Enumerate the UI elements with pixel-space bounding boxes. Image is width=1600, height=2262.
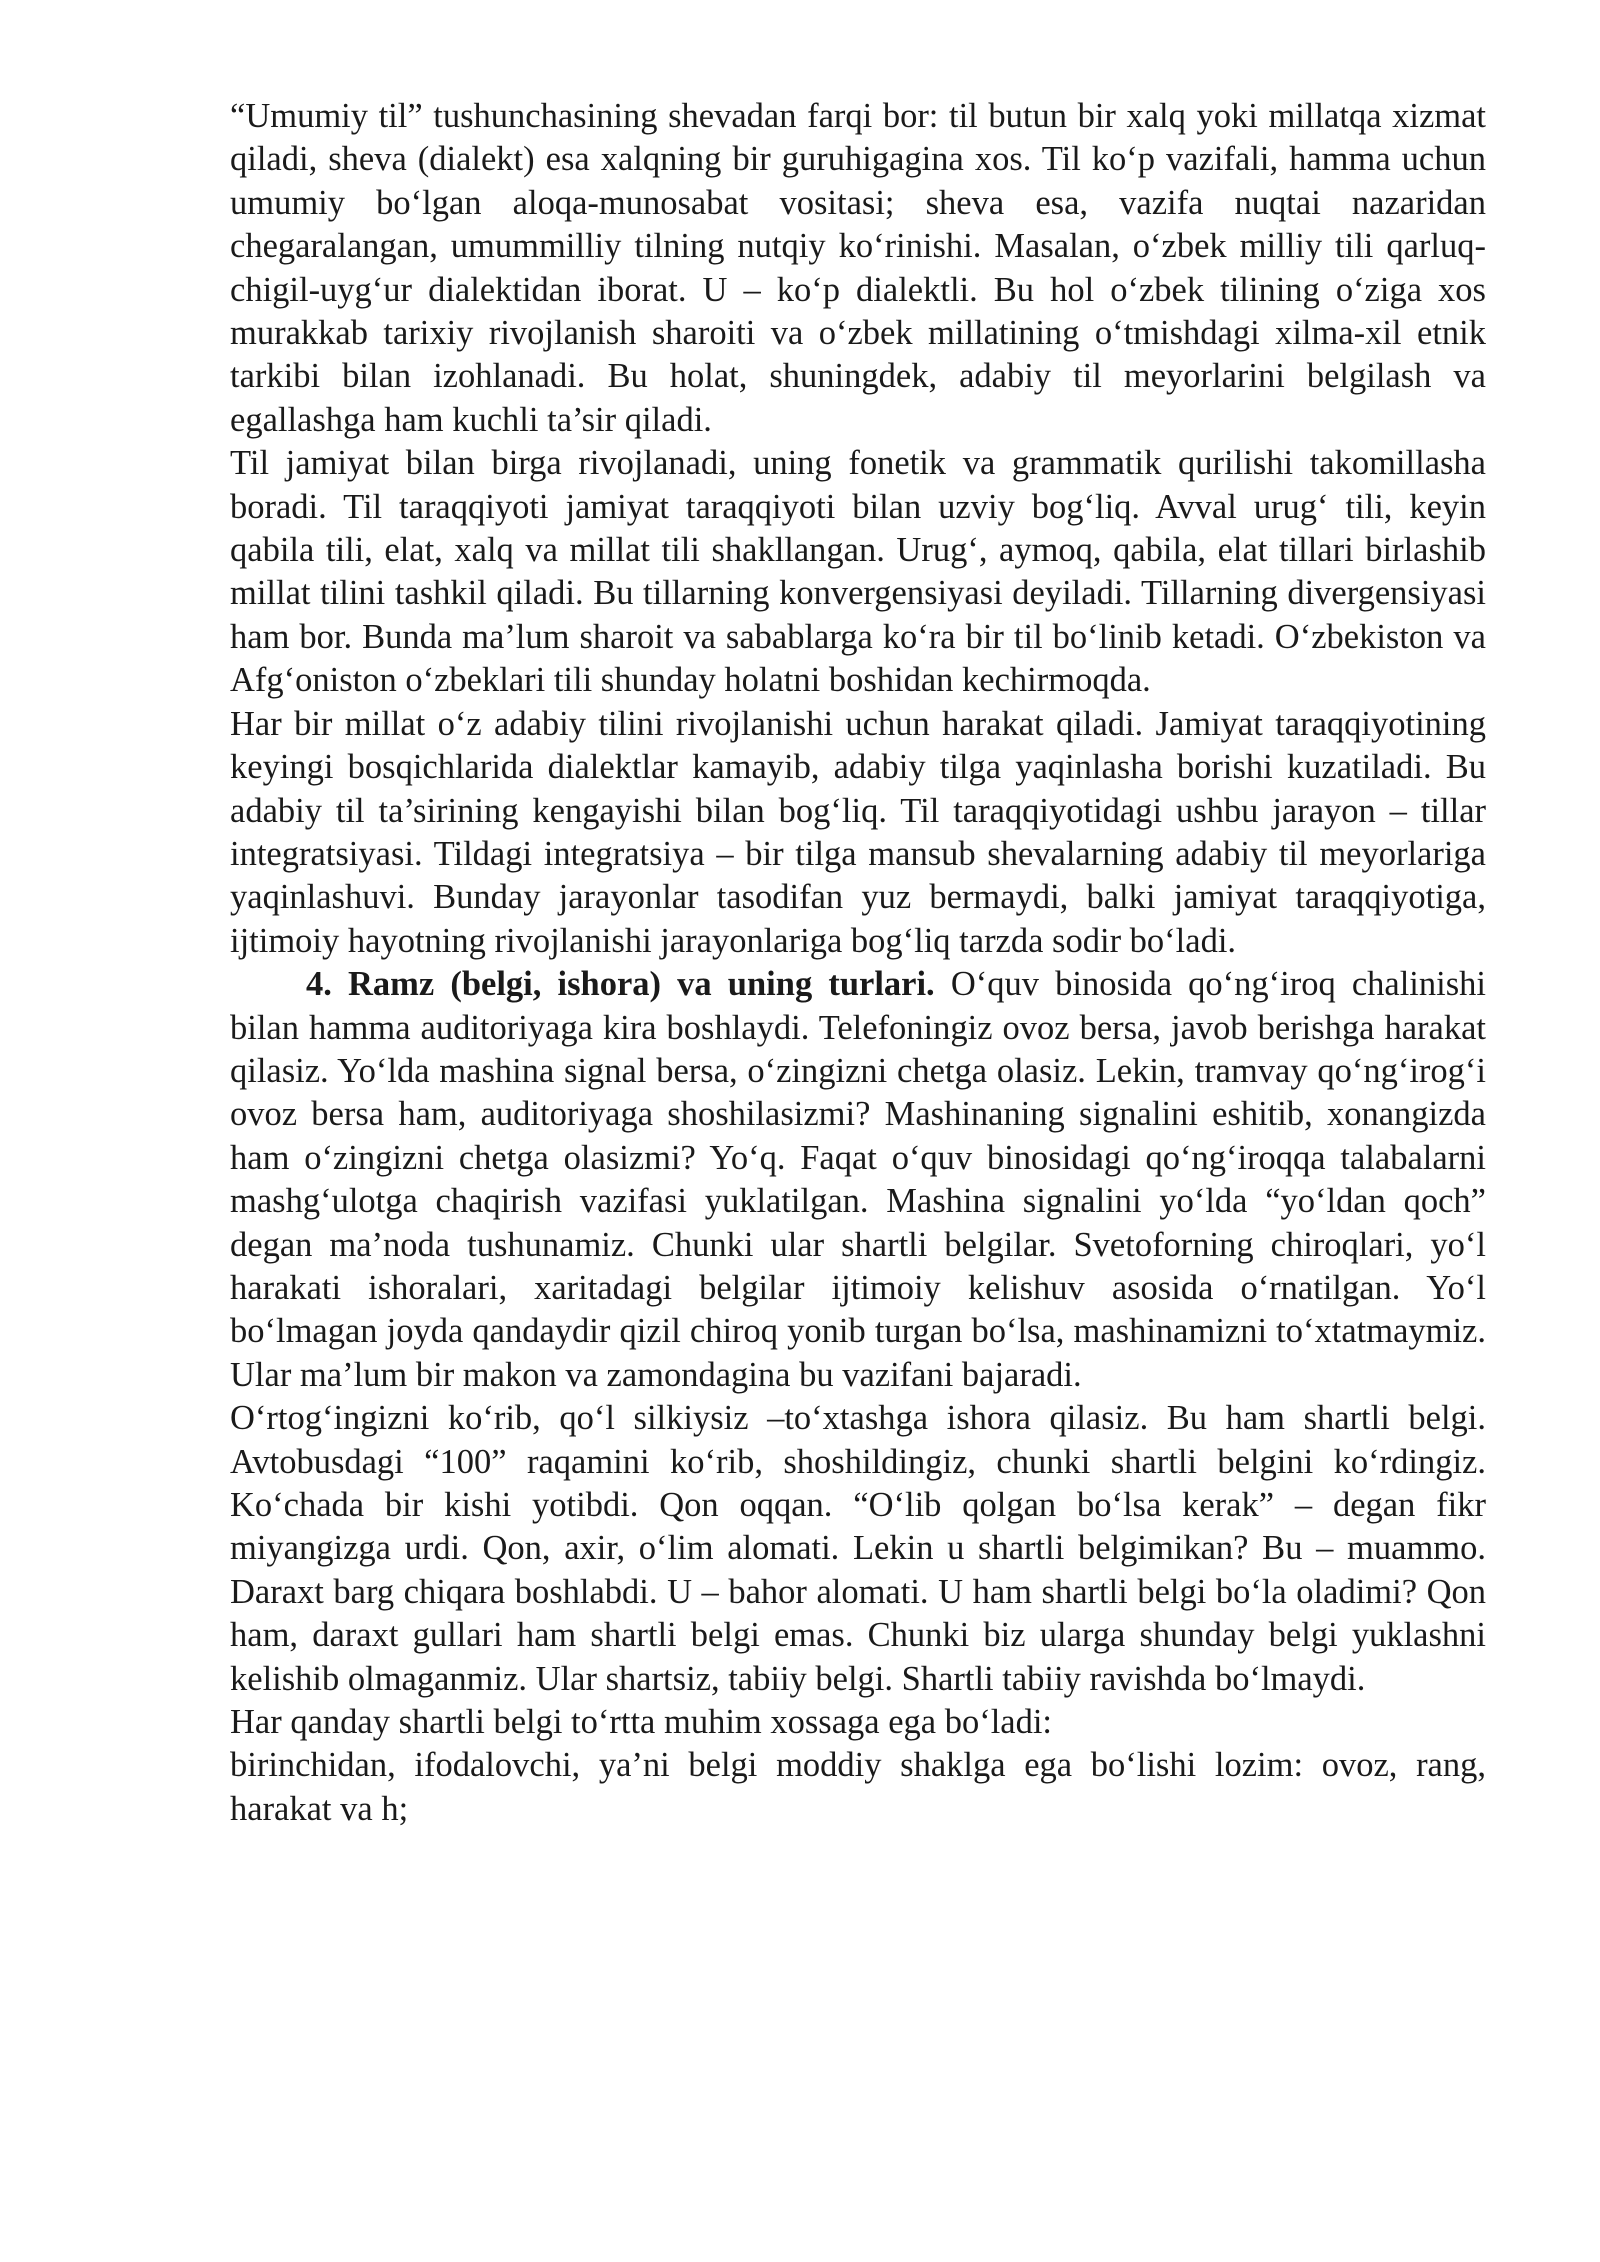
document-page bbox=[230, 95, 1486, 1831]
paragraph-ramz-section bbox=[230, 963, 1486, 1397]
paragraph-xossalar-intro: Har qanday shartli belgi to‘rtta muhim xossaga ega bo‘ladi: bbox=[230, 1703, 1053, 1742]
paragraph-til-jamiyat: Til jamiyat bilan birga rivojlanadi, uning fonetik va grammatik qurilishi takomillasha boradi. Til taraqqiyoti jamiyat taraqqiyoti bilan uzviy bog‘liq. Avval urug‘ tili, keyin qabila tili, elat, xalq va millat tili shakllangan. Urug‘, aymoq, qabila, elat tillari birlashib millat tilini tashkil qiladi. Bu tillarning konvergensiyasi deyiladi. Tillarning divergensiyasi ham bor. Bunda ma’lum sharoit va sabablarga ko‘ra bir til bo‘linib ketadi. O‘zbekiston va Afg‘oniston o‘zbeklari tili shunday holatni boshidan kechirmoqda. bbox=[230, 444, 1486, 700]
section-heading-ramz: 4. Ramz (belgi, ishora) va uning turlari. bbox=[306, 965, 935, 1004]
paragraph-umumiy-til: “Umumiy til” tushunchasining shevadan farqi bor: til butun bir xalq yoki millatqa xizmat qiladi, sheva (dialekt) esa xalqning bir guruhigagina xos. Til ko‘p vazifali, hamma uchun umumiy bo‘lgan aloqa-munosabat vositasi; sheva esa, vazifa nuqtai nazaridan chegaralangan, umummilliy tilning nutqiy ko‘rinishi. Masalan, o‘zbek milliy tili qarluq-chigil-uyg‘ur dialektidan iborat. U – ko‘p dialektli. Bu hol o‘zbek tilining o‘ziga xos murakkab tarixiy rivojlanish sharoiti va o‘zbek millatining o‘tmishdagi xilma-xil etnik tarkibi bilan izohlanadi. Bu holat, shuningdek, adabiy til meyorlarini belgilash va egallashga ham kuchli ta’sir qiladi. bbox=[230, 97, 1486, 439]
paragraph-birinchidan: birinchidan, ifodalovchi, ya’ni belgi moddiy shaklga ega bo‘lishi lozim: ovoz, rang, harakat va h; bbox=[230, 1746, 1486, 1828]
paragraph-adabiy-til: Har bir millat o‘z adabiy tilini rivojlanishi uchun harakat qiladi. Jamiyat taraqqiyotining keyingi bosqichlarida dialektlar kamayib, adabiy tilga yaqinlasha borishi kuzatiladi. Bu adabiy til ta’sirining kengayishi bilan bog‘liq. Til taraqqiyotidagi ushbu jarayon – tillar integratsiyasi. Tildagi integratsiya – bir tilga mansub shevalarning adabiy til meyorlariga yaqinlashuvi. Bunday jarayonlar tasodifan yuz bermaydi, balki jamiyat taraqqiyotiga, ijtimoiy hayotning rivojlanishi jarayonlariga bog‘liq tarzda sodir bo‘ladi. bbox=[230, 704, 1486, 960]
paragraph-ramz-body: O‘quv binosida qo‘ng‘iroq chalinishi bilan hamma auditoriyaga kira boshlaydi. Telefoningiz ovoz bersa, javob berishga harakat qilasiz. Yo‘lda mashina signal bersa, o‘zingizni chetga olasiz. Lekin, tramvay qo‘ng‘irog‘i ovoz bersa ham, auditoriyaga shoshilasizmi? Mashinaning signalini eshitib, xonangizda ham o‘zingizni chetga olasizmi? Yo‘q. Faqat o‘quv binosidagi qo‘ng‘iroqqa talabalarni mashg‘ulotga chaqirish vazifasi yuklatilgan. Mashina signalini yo‘lda “yo‘ldan qoch” degan ma’noda tushunamiz. Chunki ular shartli belgilar. Svetoforning chiroqlari, yo‘l harakati ishoralari, xaritadagi belgilar ijtimoiy kelishuv asosida o‘rnatilgan. Yo‘l bo‘lmagan joyda qandaydir qizil chiroq yonib turgan bo‘lsa, mashinamizni to‘xtatmaymiz. Ular ma’lum bir makon va zamondagina bu vazifani bajaradi. bbox=[230, 965, 1486, 1394]
paragraph-shartli-belgi: O‘rtog‘ingizni ko‘rib, qo‘l silkiysiz –to‘xtashga ishora qilasiz. Bu ham shartli belgi. Avtobusdagi “100” raqamini ko‘rib, shoshildingiz, chunki shartli belgini ko‘rdingiz. Ko‘chada bir kishi yotibdi. Qon oqqan. “O‘lib qolgan bo‘lsa kerak” – degan fikr miyangizga urdi. Qon, axir, o‘lim alomati. Lekin u shartli belgimikan? Bu – muammo. Daraxt barg chiqara boshlabdi. U – bahor alomati. U ham shartli belgi bo‘la oladimi? Qon ham, daraxt gullari ham shartli belgi emas. Chunki biz ularga shunday belgi yuklashni kelishib olmaganmiz. Ular shartsiz, tabiiy belgi. Shartli tabiiy ravishda bo‘lmaydi. bbox=[230, 1399, 1486, 1698]
